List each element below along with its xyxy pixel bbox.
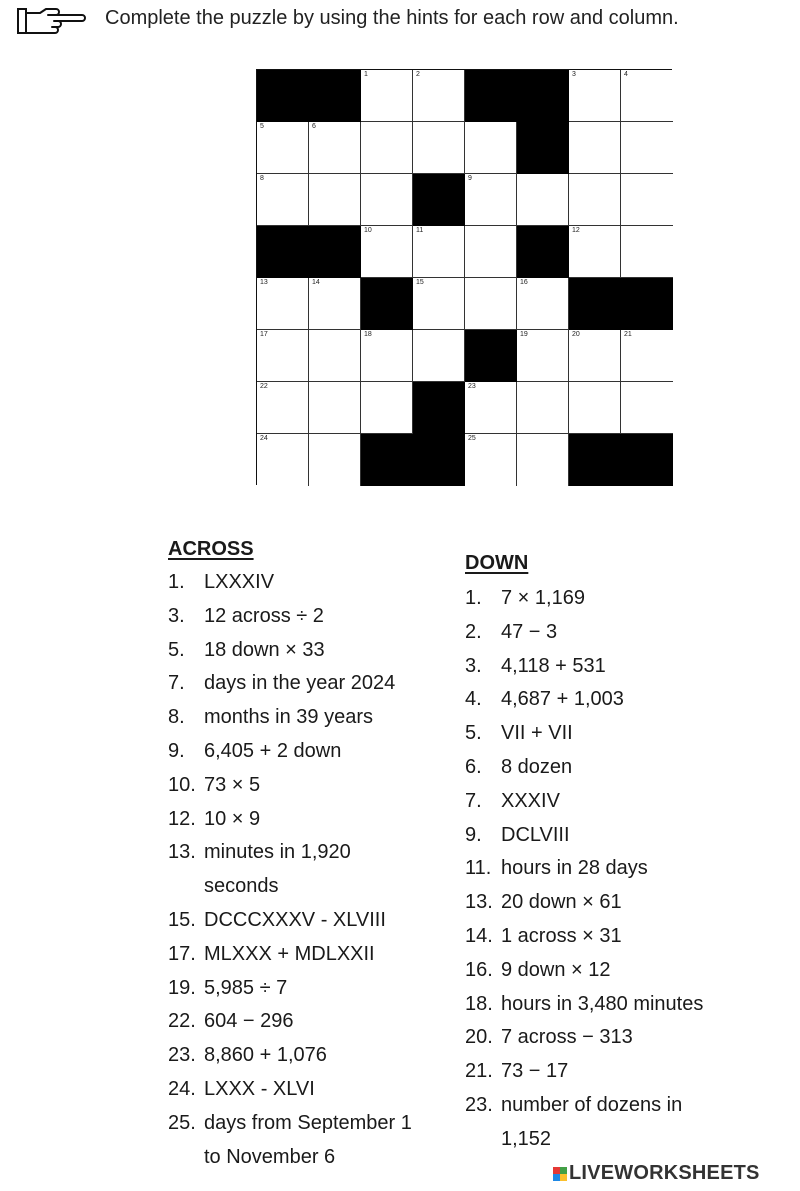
clue-text: 6,405 + 2 down xyxy=(204,740,342,762)
cell-input[interactable] xyxy=(261,444,304,482)
grid-cell[interactable] xyxy=(569,382,621,434)
cell-input[interactable] xyxy=(417,80,460,117)
down-heading: DOWN xyxy=(465,552,529,574)
cell-input[interactable] xyxy=(313,132,356,169)
black-cell xyxy=(465,70,517,122)
grid-cell[interactable] xyxy=(309,330,361,382)
down-clue xyxy=(465,790,560,813)
cell-input[interactable] xyxy=(521,392,564,429)
clue-number: 17. xyxy=(168,942,196,965)
black-cell xyxy=(413,174,465,226)
cell-input[interactable] xyxy=(365,340,408,377)
clue-number: 2. xyxy=(465,620,482,643)
clue-number: 4. xyxy=(465,688,482,711)
clue-text: 1 across × 31 xyxy=(501,925,622,947)
black-cell xyxy=(621,434,673,486)
clue-text: 8,860 + 1,076 xyxy=(204,1044,327,1067)
cell-input[interactable] xyxy=(365,184,408,221)
cell-input[interactable] xyxy=(365,236,408,273)
clue-number: 5. xyxy=(465,722,482,745)
clue-text: 4,687 + 1,003 xyxy=(501,688,624,711)
cell-input[interactable] xyxy=(625,132,669,169)
clue-text: 12 across ÷ 2 xyxy=(204,604,324,627)
black-cell xyxy=(517,122,569,174)
grid-cell[interactable] xyxy=(257,122,309,174)
cell-number: 21 xyxy=(624,331,632,338)
clue-text: XXXIV xyxy=(501,789,560,812)
grid-cell[interactable] xyxy=(361,70,413,122)
cell-number: 8 xyxy=(260,175,264,182)
grid-cell[interactable] xyxy=(361,174,413,226)
clue-text: 20 down × 61 xyxy=(501,891,622,914)
cell-input[interactable] xyxy=(417,236,460,273)
across-clue xyxy=(168,875,279,898)
grid-cell[interactable] xyxy=(621,174,673,226)
clue-text: 604 − 296 xyxy=(204,1010,294,1033)
clue-text: months in 39 years xyxy=(204,706,373,729)
cell-input[interactable] xyxy=(417,288,460,325)
clue-number: 7. xyxy=(465,789,482,812)
black-cell xyxy=(361,434,413,486)
grid-cell[interactable] xyxy=(517,434,569,486)
across-clue xyxy=(168,605,324,628)
grid-cell[interactable] xyxy=(309,174,361,226)
cell-input[interactable] xyxy=(625,184,669,221)
cell-input[interactable] xyxy=(469,132,512,169)
down-clue xyxy=(465,857,648,880)
clue-number: 11. xyxy=(465,857,492,880)
across-clue xyxy=(168,1146,335,1169)
cell-input[interactable] xyxy=(313,184,356,221)
cell-number: 13 xyxy=(260,279,268,286)
down-clue xyxy=(465,925,622,948)
cell-input[interactable] xyxy=(521,184,564,221)
clue-text: days from September 1 xyxy=(204,1111,412,1134)
down-clue xyxy=(465,655,606,678)
grid-cell[interactable] xyxy=(569,122,621,174)
across-clue xyxy=(168,841,351,864)
clue-text: DCLVIII xyxy=(501,823,570,846)
grid-cell[interactable] xyxy=(621,226,673,278)
cell-input[interactable] xyxy=(573,184,616,221)
cell-number: 18 xyxy=(364,331,372,338)
grid-cell[interactable] xyxy=(413,226,465,278)
clue-text: minutes in 1,920 xyxy=(204,841,351,864)
cell-number: 23 xyxy=(468,383,476,390)
cell-number: 1 xyxy=(364,71,368,78)
down-clue xyxy=(465,993,703,1016)
cell-input[interactable] xyxy=(313,444,356,482)
clue-text: 73 × 5 xyxy=(204,773,261,796)
logo-square xyxy=(560,1167,567,1174)
clue-number: 1. xyxy=(465,587,482,609)
grid-cell[interactable] xyxy=(413,122,465,174)
grid-cell[interactable] xyxy=(361,122,413,174)
grid-cell[interactable] xyxy=(569,330,621,382)
cell-input[interactable] xyxy=(365,132,408,169)
clue-number: 12. xyxy=(168,807,196,830)
down-clue xyxy=(465,1094,682,1117)
cell-input[interactable] xyxy=(261,288,304,325)
logo-text: LIVEWORKSHEETS xyxy=(569,1162,760,1184)
across-clue xyxy=(168,740,341,763)
cell-number: 12 xyxy=(572,227,580,234)
clue-number: 16. xyxy=(465,958,493,981)
grid-cell[interactable] xyxy=(517,330,569,382)
grid-cell[interactable] xyxy=(465,174,517,226)
clue-number: 13. xyxy=(168,841,196,864)
grid-cell[interactable] xyxy=(621,330,673,382)
logo-square xyxy=(560,1174,567,1181)
grid-cell[interactable] xyxy=(309,122,361,174)
grid-cell[interactable] xyxy=(413,330,465,382)
clue-text: number of dozens in xyxy=(501,1094,683,1116)
cell-input[interactable] xyxy=(625,392,669,429)
cell-number: 2 xyxy=(416,71,420,78)
black-cell xyxy=(413,382,465,434)
clue-number: 21. xyxy=(465,1060,493,1083)
clue-text: LXXX - XLVI xyxy=(204,1078,315,1100)
across-clue xyxy=(168,571,274,594)
across-clue xyxy=(168,706,373,729)
across-clue xyxy=(168,1078,315,1101)
clue-text: 10 × 9 xyxy=(204,807,261,830)
grid-cell[interactable] xyxy=(569,70,621,122)
across-heading: ACROSS xyxy=(168,538,254,560)
down-clue xyxy=(465,587,585,610)
black-cell xyxy=(257,226,309,278)
black-cell xyxy=(309,226,361,278)
grid-cell[interactable] xyxy=(361,226,413,278)
grid-cell[interactable] xyxy=(465,122,517,174)
cell-number: 17 xyxy=(260,331,268,338)
black-cell xyxy=(465,330,517,382)
black-cell xyxy=(621,278,673,330)
liveworksheets-logo-icon xyxy=(553,1167,567,1181)
grid-cell[interactable] xyxy=(257,278,309,330)
cell-input[interactable] xyxy=(261,392,304,429)
down-clue xyxy=(465,1128,551,1151)
clue-text: seconds xyxy=(204,875,279,898)
grid-cell[interactable] xyxy=(309,434,361,486)
clue-text: 7 × 1,169 xyxy=(501,587,585,609)
black-cell xyxy=(569,278,621,330)
instructions-text: Complete the puzzle by using the hints for each row and column. xyxy=(105,7,679,29)
cell-input[interactable] xyxy=(469,444,512,482)
grid-cell[interactable] xyxy=(465,226,517,278)
cell-input[interactable] xyxy=(313,392,356,429)
clue-number: 3. xyxy=(168,604,185,627)
clue-text: 1,152 xyxy=(501,1127,552,1150)
clue-number: 19. xyxy=(168,976,196,999)
clue-number: 9. xyxy=(465,823,482,846)
grid-cell[interactable] xyxy=(569,226,621,278)
down-clue xyxy=(465,756,572,779)
grid-cell[interactable] xyxy=(465,382,517,434)
grid-cell[interactable] xyxy=(361,330,413,382)
clue-number: 8. xyxy=(168,706,185,729)
cell-input[interactable] xyxy=(573,132,616,169)
clue-number: 7. xyxy=(168,672,185,695)
cell-input[interactable] xyxy=(261,132,304,169)
clue-number: 23. xyxy=(465,1094,493,1116)
cell-number: 4 xyxy=(624,71,628,78)
cell-number: 9 xyxy=(468,175,472,182)
clue-number: 15. xyxy=(168,909,196,931)
across-clue xyxy=(168,1010,294,1033)
grid-cell[interactable] xyxy=(569,174,621,226)
cell-number: 16 xyxy=(520,279,528,286)
cell-input[interactable] xyxy=(521,340,564,377)
clue-text: MLXXX + MDLXXII xyxy=(204,942,375,965)
across-clue xyxy=(168,639,325,662)
cell-input[interactable] xyxy=(365,80,408,117)
cell-number: 20 xyxy=(572,331,580,338)
black-cell xyxy=(309,70,361,122)
cell-number: 10 xyxy=(364,227,372,234)
grid-cell[interactable] xyxy=(309,382,361,434)
cell-number: 11 xyxy=(416,227,424,234)
across-clue xyxy=(168,672,395,695)
black-cell xyxy=(517,70,569,122)
clue-number: 1. xyxy=(168,571,185,593)
grid-cell[interactable] xyxy=(257,174,309,226)
clue-text: 4,118 + 531 xyxy=(501,654,606,677)
pointing-hand-icon xyxy=(16,5,88,37)
clue-number: 23. xyxy=(168,1044,196,1067)
clue-number: 9. xyxy=(168,740,185,762)
logo-square xyxy=(553,1174,560,1181)
cell-input[interactable] xyxy=(469,236,512,273)
grid-cell[interactable] xyxy=(517,278,569,330)
cell-number: 14 xyxy=(312,279,320,286)
cell-input[interactable] xyxy=(313,340,356,377)
clue-number: 3. xyxy=(465,654,482,677)
clue-text: DCCCXXXV - XLVIII xyxy=(204,909,386,931)
cell-number: 22 xyxy=(260,383,268,390)
cell-input[interactable] xyxy=(417,340,460,377)
cell-number: 3 xyxy=(572,71,576,78)
grid-cell[interactable] xyxy=(361,382,413,434)
cell-input[interactable] xyxy=(573,392,616,429)
clue-number: 10. xyxy=(168,773,196,796)
grid-cell[interactable] xyxy=(621,122,673,174)
down-clue xyxy=(465,959,611,982)
clue-text: to November 6 xyxy=(204,1145,336,1168)
across-clue xyxy=(168,943,375,966)
cell-input[interactable] xyxy=(469,288,512,325)
cell-input[interactable] xyxy=(521,444,564,482)
across-clue xyxy=(168,1044,327,1067)
clue-text: hours in 3,480 minutes xyxy=(501,992,704,1015)
cell-input[interactable] xyxy=(521,288,564,325)
header xyxy=(16,4,88,38)
grid-cell[interactable] xyxy=(257,434,309,486)
grid-cell[interactable] xyxy=(413,278,465,330)
across-clue xyxy=(168,909,386,932)
cell-number: 15 xyxy=(416,279,424,286)
clue-text: 73 − 17 xyxy=(501,1060,569,1083)
clue-text: LXXXIV xyxy=(204,571,275,593)
cell-input[interactable] xyxy=(313,288,356,325)
black-cell xyxy=(517,226,569,278)
black-cell xyxy=(257,70,309,122)
across-clue xyxy=(168,1112,412,1135)
logo-square xyxy=(553,1167,560,1174)
cell-input[interactable] xyxy=(573,236,616,273)
clue-text: 18 down × 33 xyxy=(204,638,325,661)
cell-number: 25 xyxy=(468,435,476,442)
cell-input[interactable] xyxy=(573,340,616,377)
cell-input[interactable] xyxy=(261,184,304,221)
clue-text: hours in 28 days xyxy=(501,857,648,880)
black-cell xyxy=(413,434,465,486)
liveworksheets-logo[interactable] xyxy=(553,1162,760,1185)
clue-number: 24. xyxy=(168,1078,196,1100)
down-clue xyxy=(465,688,624,711)
cell-input[interactable] xyxy=(261,340,304,377)
down-clue xyxy=(465,824,570,847)
grid-cell[interactable] xyxy=(413,70,465,122)
down-clue xyxy=(465,1060,568,1083)
clue-number: 6. xyxy=(465,756,482,778)
grid-cell[interactable] xyxy=(465,278,517,330)
cell-number: 5 xyxy=(260,123,264,130)
clue-number: 22. xyxy=(168,1010,196,1033)
grid-cell[interactable] xyxy=(309,278,361,330)
grid-cell[interactable] xyxy=(517,174,569,226)
cell-input[interactable] xyxy=(469,392,512,429)
clue-number: 20. xyxy=(465,1026,493,1049)
grid-cell[interactable] xyxy=(257,330,309,382)
down-clue xyxy=(465,722,573,745)
crossword-grid xyxy=(256,69,672,485)
cell-input[interactable] xyxy=(625,236,669,273)
down-clue xyxy=(465,621,557,644)
grid-cell[interactable] xyxy=(465,434,517,486)
cell-input[interactable] xyxy=(625,340,669,377)
clue-number: 5. xyxy=(168,638,185,661)
cell-number: 19 xyxy=(520,331,528,338)
grid-cell[interactable] xyxy=(517,382,569,434)
cell-input[interactable] xyxy=(573,80,616,117)
across-clue xyxy=(168,977,287,1000)
clue-number: 14. xyxy=(465,925,493,947)
clue-text: days in the year 2024 xyxy=(204,672,396,695)
clue-number: 18. xyxy=(465,992,493,1015)
across-clue xyxy=(168,808,260,831)
cell-input[interactable] xyxy=(469,184,512,221)
cell-number: 6 xyxy=(312,123,316,130)
grid-cell[interactable] xyxy=(621,70,673,122)
across-clue xyxy=(168,774,260,797)
clue-number: 25. xyxy=(168,1111,196,1134)
clue-number: 13. xyxy=(465,891,493,914)
grid-cell[interactable] xyxy=(621,382,673,434)
clue-text: 7 across − 313 xyxy=(501,1026,633,1049)
cell-number: 24 xyxy=(260,435,268,442)
clue-text: 5,985 ÷ 7 xyxy=(204,976,288,999)
grid-cell[interactable] xyxy=(257,382,309,434)
clue-text: 9 down × 12 xyxy=(501,958,611,981)
cell-input[interactable] xyxy=(365,392,408,429)
black-cell xyxy=(361,278,413,330)
clue-text: 47 − 3 xyxy=(501,620,558,643)
cell-input[interactable] xyxy=(625,80,669,117)
clue-text: 8 dozen xyxy=(501,756,573,778)
cell-input[interactable] xyxy=(417,132,460,169)
black-cell xyxy=(569,434,621,486)
clue-text: VII + VII xyxy=(501,722,573,745)
down-clue xyxy=(465,1026,633,1049)
down-clue xyxy=(465,891,622,914)
